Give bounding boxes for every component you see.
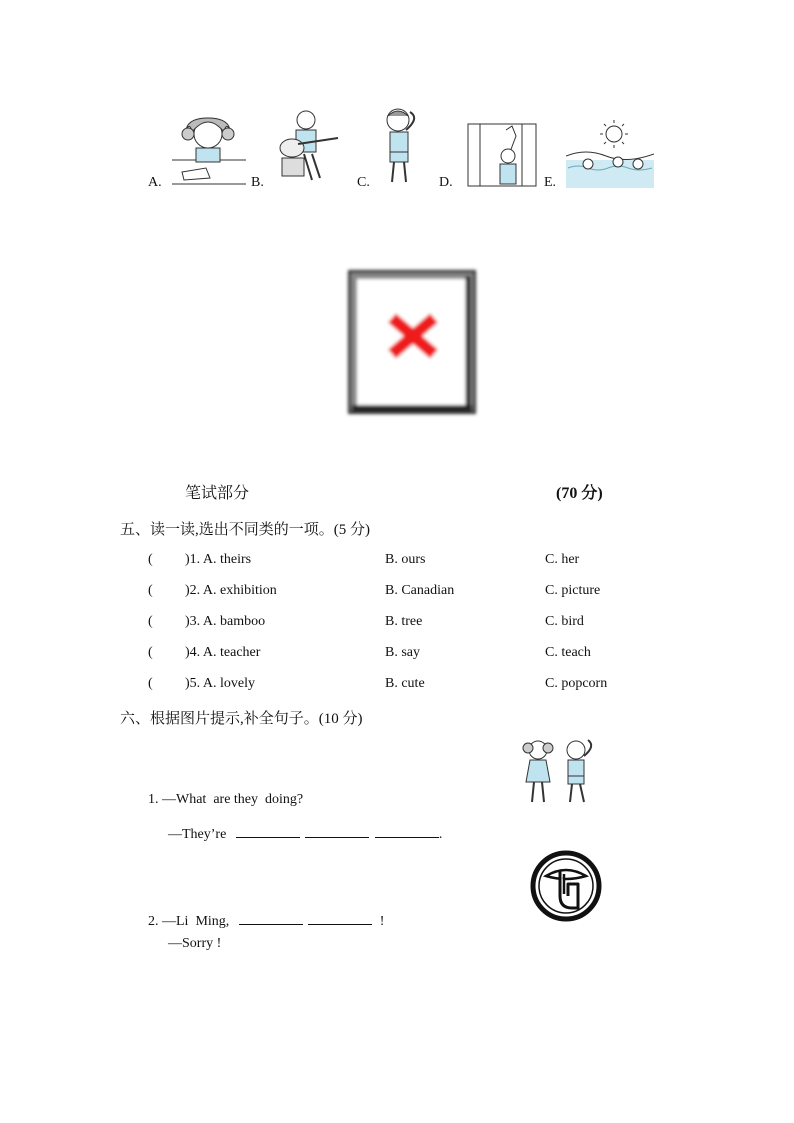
answer-blank[interactable] [375,823,439,838]
answer-blank[interactable] [239,910,303,925]
q1-end-punct: . [438,827,443,842]
item-option-b: B. say [385,645,420,660]
section5-heading: 五、读一读,选出不同类的一项。(5 分) [120,522,370,538]
broken-image-placeholder [344,266,480,418]
item-option-a: )3. A. bamboo [185,614,266,629]
answer-blank[interactable] [308,910,372,925]
item-option-c: C. picture [545,583,601,598]
boy-guitar-image [272,108,340,188]
item-option-a: )5. A. lovely [185,676,255,691]
option-label-e: E. [544,175,557,190]
item-option-b: B. Canadian [385,583,455,598]
option-label-d: D. [439,175,453,190]
girl-window-image [466,122,538,188]
written-part-title: 笔试部分 [185,485,250,502]
boy-exercise-image [376,106,426,188]
item-option-b: B. tree [385,614,423,629]
item-option-c: C. her [545,552,580,567]
q2-end-punct: ! [379,914,385,929]
item-option-b: B. ours [385,552,426,567]
answer-blank[interactable] [305,823,369,838]
item-option-a: )2. A. exhibition [185,583,277,598]
q1-question: 1. —What are they doing? [148,792,304,807]
item-option-c: C. bird [545,614,584,629]
q1-answer-prefix: —They’re [168,827,227,842]
q2-reply: —Sorry ! [168,936,222,951]
answer-blank[interactable] [236,823,300,838]
q2-question-line [148,910,384,930]
written-part-score: (70 分) [556,485,603,502]
item-option-b: B. cute [385,676,425,691]
answer-paren: ( [148,676,153,691]
item-option-a: )1. A. theirs [185,552,252,567]
option-label-b: B. [251,175,264,190]
answer-paren: ( [148,552,153,567]
section6-heading: 六、根据图片提示,补全句子。(10 分) [120,711,363,727]
option-label-a: A. [148,175,162,190]
option-label-c: C. [357,175,370,190]
item-option-c: C. popcorn [545,676,608,691]
item-option-a: )4. A. teacher [185,645,261,660]
q2-question-prefix: 2. —Li Ming, [148,914,230,929]
quiet-sign-icon [528,850,604,922]
girl-drawing-image [170,112,248,188]
q1-answer-line [168,823,442,843]
answer-paren: ( [148,645,153,660]
answer-paren: ( [148,614,153,629]
item-option-c: C. teach [545,645,591,660]
kids-swimming-image [566,118,654,188]
kids-exercising-image [518,736,602,806]
answer-paren: ( [148,583,153,598]
